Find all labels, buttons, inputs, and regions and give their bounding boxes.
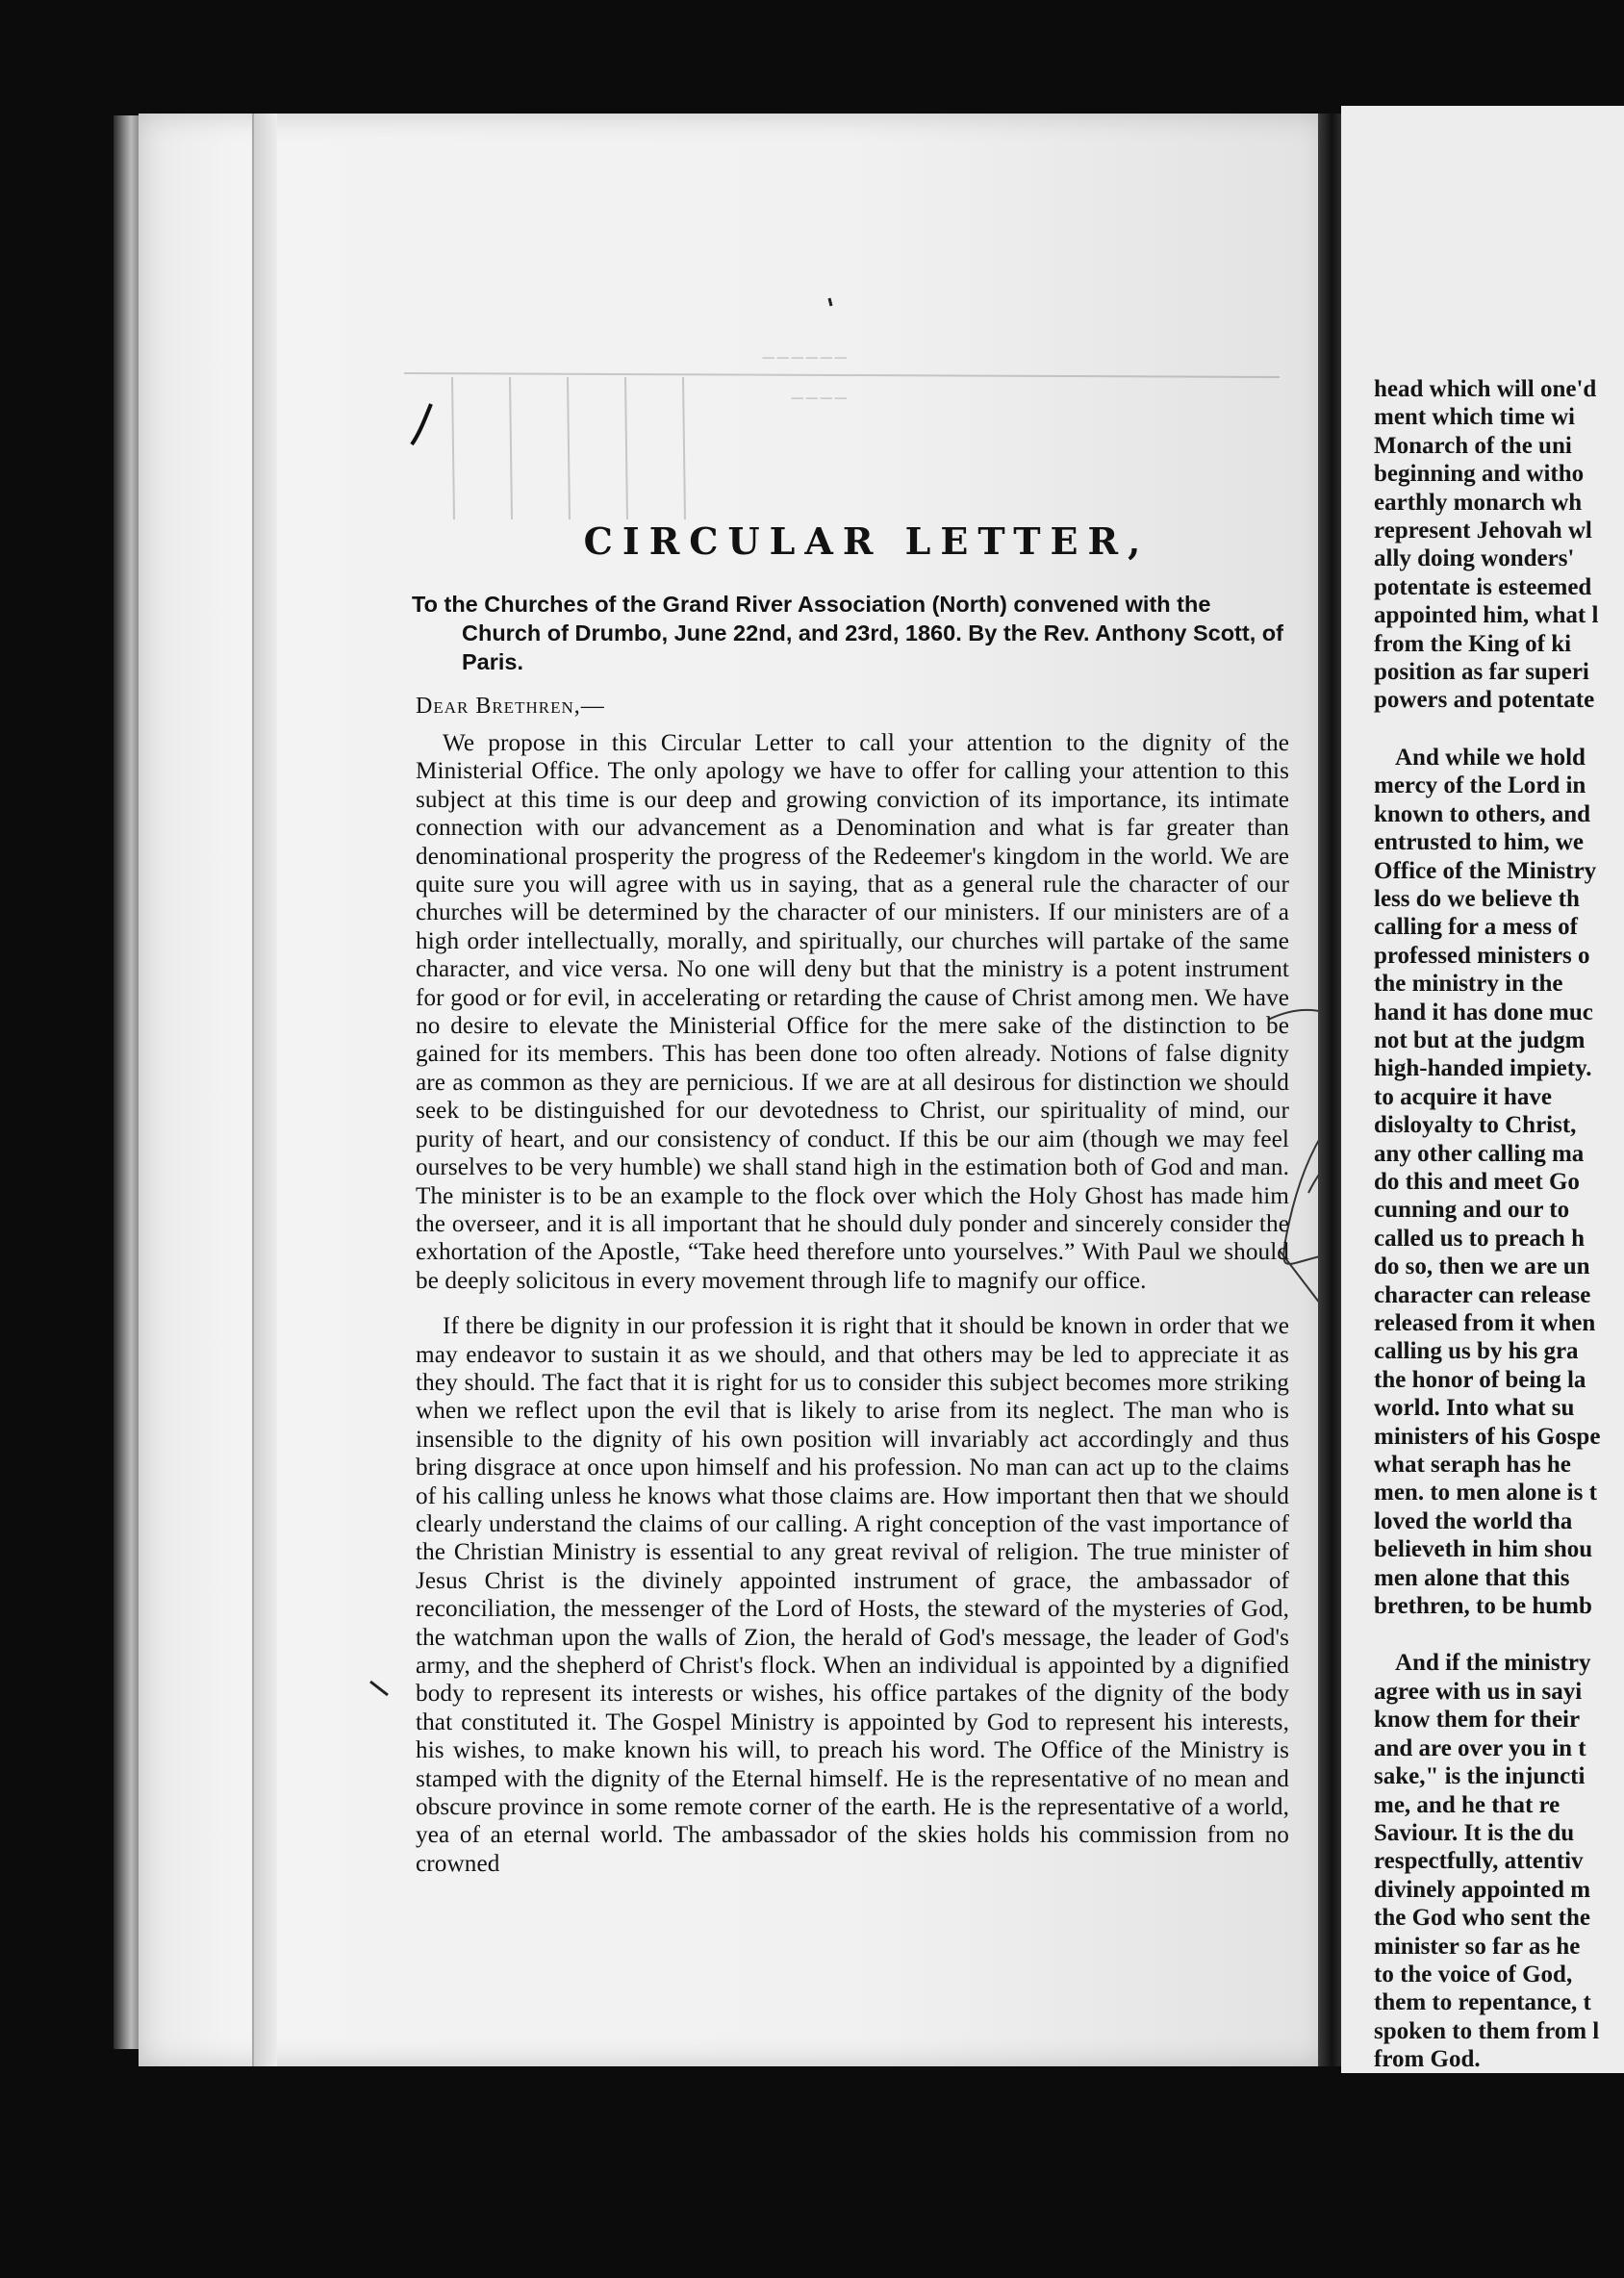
facing-page-line: know them for their bbox=[1374, 1707, 1581, 1734]
facing-page-line: released from it when bbox=[1374, 1310, 1596, 1336]
facing-page-line: disloyalty to Christ, bbox=[1374, 1112, 1577, 1139]
facing-page-block bbox=[1374, 744, 1624, 1621]
facing-page-line: Office of the Ministry bbox=[1374, 857, 1597, 884]
circular-letter bbox=[412, 519, 1289, 1895]
facing-page-line: cunning and our to bbox=[1374, 1197, 1570, 1224]
facing-page-line: the honor of being la bbox=[1374, 1366, 1586, 1393]
facing-page-line: world. Into what su bbox=[1374, 1395, 1575, 1422]
facing-page-line: position as far superi bbox=[1374, 659, 1589, 686]
facing-page-line: less do we believe th bbox=[1374, 885, 1580, 912]
facing-page-block bbox=[1374, 1649, 1624, 2073]
facing-page-line: men. to men alone is t bbox=[1374, 1480, 1597, 1506]
facing-page-line: calling us by his gra bbox=[1374, 1338, 1579, 1365]
facing-page-line: entrusted to him, we bbox=[1374, 829, 1585, 856]
facing-page-line: professed ministers o bbox=[1374, 942, 1590, 969]
facing-page-line: earthly monarch wh bbox=[1374, 489, 1583, 516]
facing-page-line: Saviour. It is the du bbox=[1374, 1819, 1575, 1846]
facing-page-line: known to others, and bbox=[1374, 800, 1591, 827]
reverse-side-bleed bbox=[346, 346, 847, 539]
facing-page-line: character can release bbox=[1374, 1281, 1591, 1308]
facing-page-line: ministers of his Gospe bbox=[1374, 1423, 1601, 1450]
facing-page-line: to the voice of God, bbox=[1374, 1961, 1573, 1987]
facing-page-line: believeth in him shou bbox=[1374, 1536, 1593, 1563]
facing-page-line: what seraph has he bbox=[1374, 1452, 1571, 1479]
letter-address: To the Churches of the Grand River Association (North) convened with the Church of Drumbo, June 22nd, and 23rd, 1860. By the Rev. Anthony Scott, of Paris. bbox=[412, 592, 1283, 674]
facing-page-line: any other calling ma bbox=[1374, 1140, 1585, 1167]
facing-page-line: men alone that this bbox=[1374, 1564, 1570, 1591]
facing-page-line: beginning and witho bbox=[1374, 461, 1585, 488]
facing-page-line: sake," is the injuncti bbox=[1374, 1763, 1586, 1790]
letter-title: CIRCULAR LETTER, bbox=[583, 519, 1151, 563]
facing-page-line: minister so far as he bbox=[1374, 1933, 1581, 1960]
facing-page-line: represent Jehovah wl bbox=[1374, 518, 1592, 544]
facing-page-line: potentate is esteemed bbox=[1374, 573, 1592, 600]
facing-page-line: spoken to them from l bbox=[1374, 2017, 1600, 2044]
facing-page-line: to acquire it have bbox=[1374, 1083, 1552, 1110]
facing-page-line: divinely appointed m bbox=[1374, 1876, 1591, 1903]
facing-page-line: them to repentance, t bbox=[1374, 1989, 1591, 2016]
facing-page-line: And while we hold bbox=[1395, 744, 1586, 771]
facing-page-line: from the King of ki bbox=[1374, 630, 1572, 657]
bleed-line: ──── bbox=[788, 387, 847, 410]
facing-page bbox=[1341, 106, 1624, 2073]
facing-page-line: loved the world tha bbox=[1374, 1507, 1573, 1534]
book-gutter bbox=[1318, 114, 1341, 2066]
facing-page-line: do this and meet Go bbox=[1374, 1168, 1580, 1195]
facing-page-line: the God who sent the bbox=[1374, 1905, 1591, 1932]
facing-page-line: do so, then we are un bbox=[1374, 1253, 1590, 1280]
facing-page-line: ally doing wonders' bbox=[1374, 545, 1575, 572]
facing-page-line: head which will one'd bbox=[1374, 376, 1597, 402]
facing-page-text bbox=[1374, 375, 1624, 2073]
facing-page-line: agree with us in sayi bbox=[1374, 1678, 1583, 1705]
facing-page-line: powers and potentate bbox=[1374, 687, 1595, 714]
facing-page-line: brethren, to be humb bbox=[1374, 1593, 1592, 1620]
facing-page-line: respectfully, attentiv bbox=[1374, 1848, 1584, 1875]
facing-page-line: called us to preach h bbox=[1374, 1225, 1585, 1252]
facing-page-line: And if the ministry bbox=[1395, 1650, 1591, 1677]
facing-page-line: ment which time wi bbox=[1374, 404, 1575, 431]
body-paragraph: If there be dignity in our profession it is right that it should be known in order that we may endeavor to sustain it as we should, and that others may be led to appreciate it as they should. The fact that it is right for us to consider this subject becomes more striking when we reflect upon the evil that is likely to arise from its neglect. The man who is insensible to the dignity of his own position will invariably act accordingly and thus bring disgrace at once upon himself and his profession. No man can act up to the claims of his calling unless he knows what those claims are. How important then that we should clearly understand the claims of our calling. A right conception of the vast importance of the Christian Ministry is essential to any great revival of religion. The true minister of Jesus Christ is the divinely appointed instrument of grace, the ambassador of reconciliation, the messenger of the Lord of Hosts, the steward of the mysteries of God, the watchman upon the walls of Zion, the herald of God's message, the leader of God's army, and the shepherd of Christ's flock. When an individual is appointed by a dignified body to represent its interests or wishes, his office partakes of the dignity of the body that constituted it. The Gospel Ministry is appointed by God to represent his interests, his wishes, to make known his will, to preach his word. The Office of the Ministry is stamped with the dignity of the Eternal himself. He is the representative of no mean and obscure province in some remote corner of the earth. He is the representative of a world, yea of an eternal world. The ambassador of the skies holds his commission from no crowned bbox=[416, 1313, 1289, 1877]
facing-page-line: hand it has done muc bbox=[1374, 999, 1593, 1025]
facing-page-line: me, and he that re bbox=[1374, 1791, 1561, 1818]
facing-page-line: from God. bbox=[1374, 2046, 1481, 2073]
letter-salutation: Dear Brethren,— bbox=[416, 694, 605, 719]
facing-page-line: calling for a mess of bbox=[1374, 914, 1579, 941]
facing-page-line: Monarch of the uni bbox=[1374, 432, 1572, 459]
facing-page-line: high-handed impiety. bbox=[1374, 1055, 1592, 1082]
facing-page-line: not but at the judgm bbox=[1374, 1026, 1586, 1053]
facing-page-line: mercy of the Lord in bbox=[1374, 772, 1586, 799]
body-paragraph: We propose in this Circular Letter to call your attention to the dignity of the Ministerial Office. The only apology we have to offer for calling your attention to this subject at this time is our deep and growing conviction of its importance, its intimate connection with our advancement as a Denomination and what is far greater than denominational prosperity the progress of the Redeemer's kingdom in the world. We are quite sure you will agree with us in saying, that as a general rule the character of our churches will be determined by the character of our ministers. If our ministers are of a high order intellectually, morally, and spiritually, our churches will partake of the same character, and vice versa. No one will deny but that the ministry is a potent instrument for good or for evil, in accelerating or retarding the cause of Christ among men. We have no desire to elevate the Ministerial Office for the mere sake of the distinction to be gained for its members. This has been done too often already. Notions of false dignity are as common as they are pernicious. If we are at all desirous for distinction we should seek to be distinguished for our devotedness to Christ, our spirituality of mind, our purity of heart, and our consistency of conduct. If this be our aim (though we may feel ourselves to be very humble) we shall stand high in the estimation both of God and man. The minister is to be an example to the flock over which the Holy Ghost has made him the overseer, and it is all important that he should duly ponder and sincerely consider the exhortation of the Apostle, “Take heed therefore unto yourselves.” With Paul we should be deeply solicitous in every movement through life to magnify our office. bbox=[416, 730, 1289, 1294]
bleed-line: ────── bbox=[759, 346, 847, 369]
facing-page-line: appointed him, what l bbox=[1374, 602, 1599, 629]
facing-page-line: and are over you in t bbox=[1374, 1734, 1586, 1761]
facing-page-line: the ministry in the bbox=[1374, 971, 1563, 998]
facing-page-block bbox=[1374, 375, 1624, 715]
